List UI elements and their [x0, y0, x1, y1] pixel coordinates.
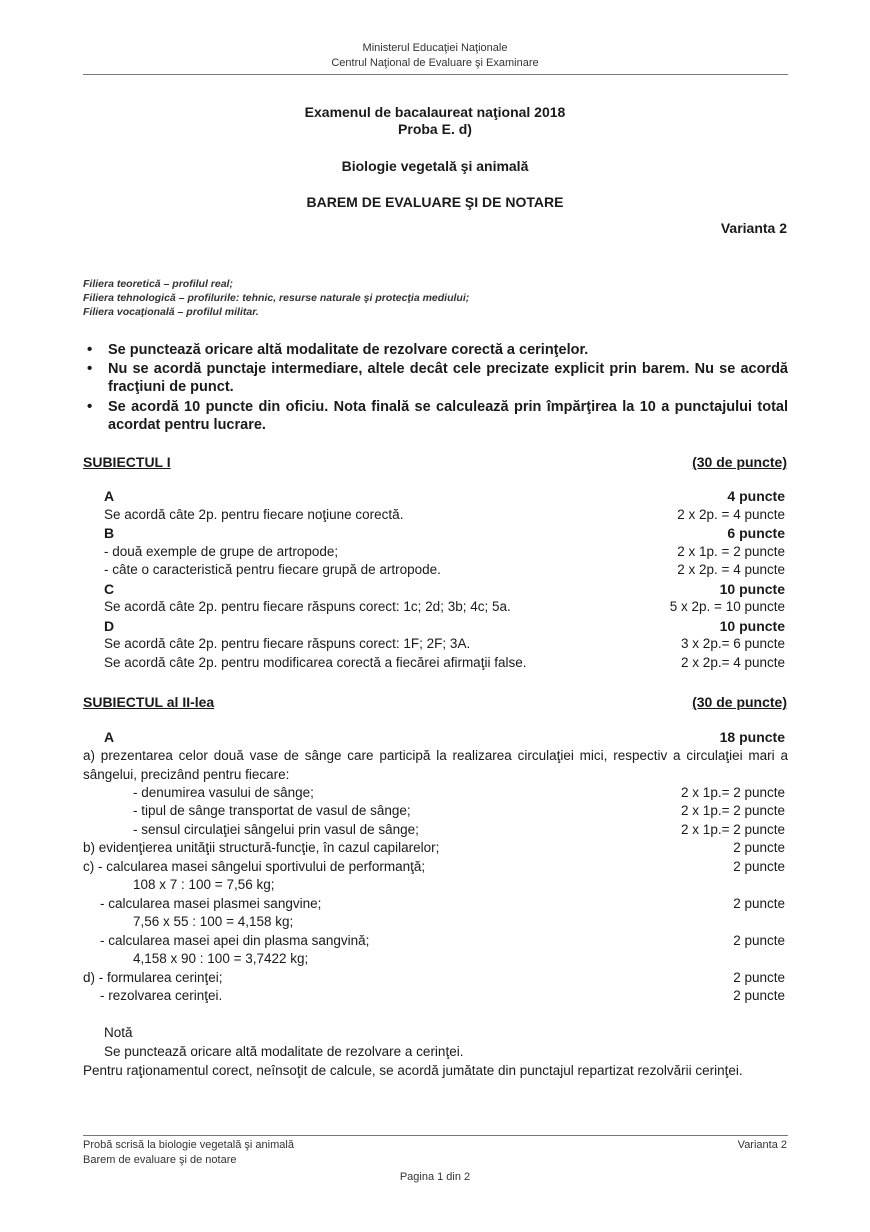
header-ministry: Ministerul Educaţiei Naţionale: [362, 42, 508, 54]
item-points: 10 puncte: [719, 618, 785, 634]
item-row: [0, 877, 870, 895]
item-row: [0, 618, 870, 636]
item-points: 10 puncte: [719, 581, 785, 597]
item-label: - câte o caracteristică pentru fiecare grupă de artropode.: [104, 562, 441, 577]
item-label: C: [104, 581, 115, 597]
nota-text-2: Pentru raţionamentul corect, neînsoţit de calcule, se acordă jumătate din punctajul repartizat rezolvării cerinţei.: [83, 1063, 743, 1078]
proba-title: Proba E. d): [398, 121, 472, 137]
footer-rule: [83, 1135, 788, 1136]
item-row: [0, 599, 870, 617]
nota-label: Notă: [104, 1025, 133, 1040]
item-row: [0, 970, 870, 988]
item-points: 2 puncte: [733, 840, 785, 855]
item-points: 2 puncte: [733, 988, 785, 1003]
item-label: 7,56 x 55 : 100 = 4,158 kg;: [133, 914, 294, 929]
item-points: 2 puncte: [733, 970, 785, 985]
item-label: Se acordă câte 2p. pentru fiecare răspuns corect: 1F; 2F; 3A.: [104, 636, 471, 651]
bullet-rule-3: Se acordă 10 puncte din oficiu. Nota finală se calculează prin împărţirea la 10 a punctajului total acordat pentru lucrare.: [108, 399, 788, 433]
item-row: [0, 562, 870, 580]
item-points: 2 x 1p. = 2 puncte: [677, 544, 785, 559]
subject-2-points: (30 de puncte): [692, 694, 787, 710]
item-points: 2 puncte: [733, 933, 785, 948]
barem-title: BAREM DE EVALUARE ŞI DE NOTARE: [306, 194, 564, 210]
bullet-marker: •: [87, 360, 93, 377]
footer-page-number: Pagina 1 din 2: [399, 1171, 471, 1183]
subject-title: Biologie vegetală şi animală: [341, 158, 529, 174]
item-points: 2 x 2p. = 4 puncte: [677, 507, 785, 522]
item-row: [0, 896, 870, 914]
variant-label: Varianta 2: [720, 220, 787, 236]
item-label: - tipul de sânge transportat de vasul de sânge;: [133, 803, 411, 818]
item-row: [0, 803, 870, 821]
item-row: [0, 507, 870, 525]
subject-2-intro: a) prezentarea celor două vase de sânge care participă la realizarea circulaţiei mici, respectiv a circulaţiei mari a sângelui, precizând pentru fiecare:: [83, 748, 788, 782]
item-row: [0, 525, 870, 543]
filiera-vocationala: Filiera vocaţională – profilul militar.: [83, 306, 259, 318]
filiera-tehnologica: Filiera tehnologică – profilurile: tehnic, resurse naturale şi protecţia mediului;: [83, 292, 470, 304]
item-row: [0, 859, 870, 877]
item-row: [0, 544, 870, 562]
item-points: 5 x 2p. = 10 puncte: [669, 599, 785, 614]
item-label: - sensul circulaţiei sângelui prin vasul de sânge;: [133, 822, 419, 837]
bullet-marker: •: [87, 398, 93, 415]
item-points: 2 puncte: [733, 859, 785, 874]
footer-variant: Varianta 2: [737, 1139, 787, 1151]
item-label: - denumirea vasului de sânge;: [133, 785, 314, 800]
item-row: [0, 914, 870, 932]
header-rule: [83, 74, 788, 75]
item-label: A: [104, 729, 115, 745]
subject-1-title: SUBIECTUL I: [83, 454, 171, 470]
footer-left-1: Probă scrisă la biologie vegetală şi animală: [83, 1139, 294, 1151]
item-points: 18 puncte: [719, 729, 785, 745]
item-label: Se acordă câte 2p. pentru fiecare răspuns corect: 1c; 2d; 3b; 4c; 5a.: [104, 599, 511, 614]
bullet-rule-2: Nu se acordă punctaje intermediare, altele decât cele precizate explicit prin barem. Nu se acordă fracţiuni de punct.: [108, 361, 788, 395]
item-points: 2 puncte: [733, 896, 785, 911]
bullet-marker: •: [87, 341, 93, 358]
item-label: 108 x 7 : 100 = 7,56 kg;: [133, 877, 275, 892]
item-label: - rezolvarea cerinţei.: [100, 988, 223, 1003]
item-points: 4 puncte: [727, 488, 785, 504]
item-points: 2 x 2p.= 4 puncte: [681, 655, 785, 670]
item-label: B: [104, 525, 115, 541]
subject-2-title: SUBIECTUL al II-lea: [83, 694, 215, 710]
item-row: [0, 636, 870, 654]
item-row: [0, 488, 870, 506]
subject-1-points: (30 de puncte): [692, 454, 787, 470]
item-row: [0, 785, 870, 803]
filiera-teoretica: Filiera teoretică – profilul real;: [83, 278, 233, 290]
item-row: [0, 840, 870, 858]
item-points: 2 x 1p.= 2 puncte: [681, 785, 785, 800]
nota-text-1: Se punctează oricare altă modalitate de rezolvare a cerinţei.: [104, 1044, 464, 1059]
item-points: 6 puncte: [727, 525, 785, 541]
item-label: c) - calcularea masei sângelui sportivului de performanţă;: [83, 859, 426, 874]
item-label: 4,158 x 90 : 100 = 3,7422 kg;: [133, 951, 309, 966]
item-row: [0, 822, 870, 840]
item-label: A: [104, 488, 115, 504]
header-center: Centrul Naţional de Evaluare şi Examinare: [331, 57, 539, 69]
item-points: 2 x 1p.= 2 puncte: [681, 822, 785, 837]
item-label: - două exemple de grupe de artropode;: [104, 544, 339, 559]
item-row: [0, 655, 870, 673]
item-label: b) evidenţierea unităţii structură-funcţie, în cazul capilarelor;: [83, 840, 440, 855]
item-points: 2 x 2p. = 4 puncte: [677, 562, 785, 577]
item-row: [0, 988, 870, 1006]
item-label: d) - formularea cerinţei;: [83, 970, 223, 985]
footer-left-2: Barem de evaluare şi de notare: [83, 1154, 237, 1166]
item-label: D: [104, 618, 115, 634]
subject-2-a-row: [0, 729, 870, 747]
item-row: [0, 581, 870, 599]
item-label: Se acordă câte 2p. pentru fiecare noţiune corectă.: [104, 507, 404, 522]
item-points: 2 x 1p.= 2 puncte: [681, 803, 785, 818]
item-label: - calcularea masei apei din plasma sangvină;: [100, 933, 370, 948]
bullet-rule-1: Se punctează oricare altă modalitate de rezolvare corectă a cerinţelor.: [108, 342, 589, 358]
item-label: Se acordă câte 2p. pentru modificarea corectă a fiecărei afirmaţii false.: [104, 655, 527, 670]
exam-title: Examenul de bacalaureat naţional 2018: [304, 104, 566, 120]
item-row: [0, 951, 870, 969]
item-points: 3 x 2p.= 6 puncte: [681, 636, 785, 651]
item-row: [0, 933, 870, 951]
item-label: - calcularea masei plasmei sangvine;: [100, 896, 322, 911]
